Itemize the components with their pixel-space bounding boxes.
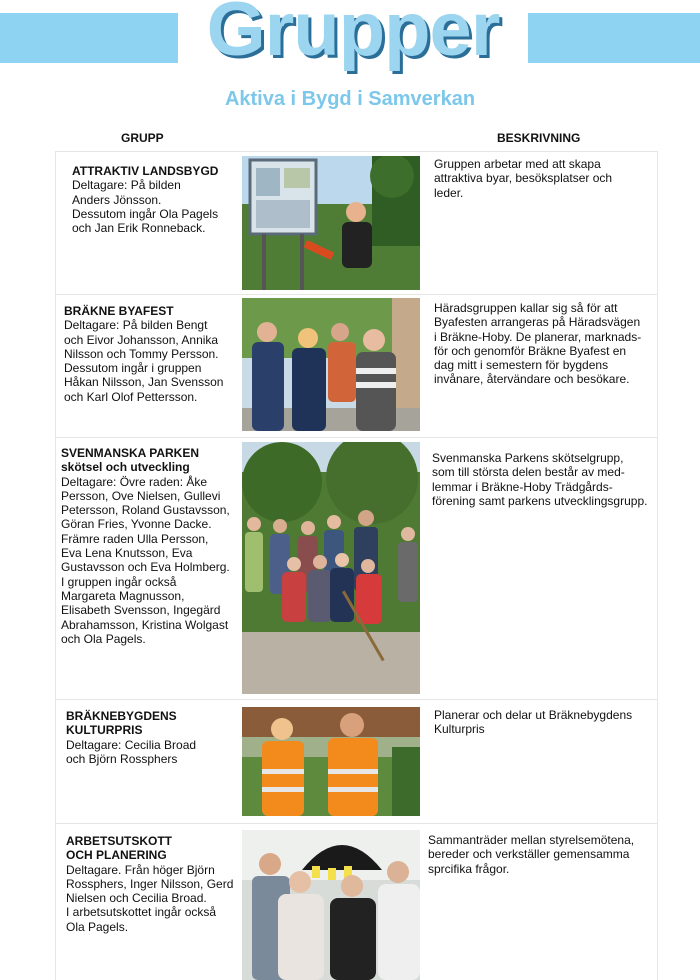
group-cell-bräkne-byafest: [64, 304, 239, 404]
group-name: BRÄKNEBYGDENS KULTURPRIS: [66, 709, 177, 738]
row-divider: [55, 823, 657, 824]
group-cell-arbetsutskott: [66, 834, 242, 934]
group-cell-attraktiv-landsbygd: [72, 164, 242, 235]
row-divider: [55, 151, 657, 152]
group-members: Deltagare: På bilden Bengt och Eivor Johansson, Annika Nilsson och Tommy Persson. Dessutom ingår i gruppen Håkan Nilsson, Jan Svensson och Karl Olof Pettersson.: [64, 318, 224, 404]
group-members: Deltagare: Övre raden: Åke Persson, Ove Nielsen, Gullevi Petersson, Roland Gustavsson, Göran Fries, Yvonne Dacke. Främre raden Ulla Persson, Eva Lena Knutsson, Eva Gustavsson och Eva Holmberg. I gruppen ingår också Margareta Magnusson, Elisabeth Svensson, Ingegärd Abrahamsson, Kristina Wolgast och Ola Pagels.: [61, 474, 230, 646]
group-members: Deltagare: På bilden Anders Jönsson. Dessutom ingår Ola Pagels och Jan Erik Ronneback.: [72, 178, 219, 236]
page-subtitle: Aktiva i Bygd i Samverkan: [224, 88, 476, 110]
group-members: Deltagare: Cecilia Broad och Björn Rossphers: [66, 737, 197, 766]
page-title: Grupper: [206, 0, 500, 72]
group-members: Deltagare. Från höger Björn Rossphers, Inger Nilsson, Gerd Nielsen och Cecilia Broad. I arbetsutskottet ingår också Ola Pagels.: [66, 862, 234, 934]
row-divider: [55, 699, 657, 700]
group-subtitle: skötsel och utveckling: [61, 460, 190, 475]
description-arbetsutskott: Sammanträder mellan styrelsemötena, bereder och verkställer gemensamma sprcifika frågor.: [428, 833, 635, 876]
photo-arbetsutskott: [242, 830, 420, 980]
group-name: BRÄKNE BYAFEST: [64, 304, 174, 318]
table-right-border: [657, 151, 658, 980]
row-divider: [55, 437, 657, 438]
column-header-description: BESKRIVNING: [497, 131, 581, 145]
photo-attraktiv-landsbygd: [242, 156, 420, 290]
column-header-group: GRUPP: [121, 131, 164, 145]
description-bräkne-byafest: Häradsgruppen kallar sig så för att Byafesten arrangeras på Häradsvägen i Bräkne-Hoby. De planerar, marknads- för och genomför Bräkne Byafest en dag mitt i semestern för bygdens invånare, återvändare och besökare.: [434, 301, 642, 387]
photo-svenmanska-parken: [242, 442, 420, 694]
group-name: ATTRAKTIV LANDSBYGD: [72, 164, 219, 178]
description-svenmanska-parken: Svenmanska Parkens skötselgrupp, som till största delen består av med- lemmar i Bräkne-Hoby Trädgårds- förening samt parkens utvecklingsgrupp.: [432, 451, 648, 508]
description-attraktiv-landsbygd: Gruppen arbetar med att skapa attraktiva byar, besöksplatser och leder.: [434, 157, 613, 200]
group-name: SVENMANSKA PARKEN: [61, 446, 200, 460]
photo-kulturpris: [242, 707, 420, 816]
header-band-right: [528, 13, 700, 63]
photo-bräkne-byafest: [242, 298, 420, 431]
row-divider: [55, 294, 657, 295]
description-kulturpris: Planerar och delar ut Bräknebygdens Kulturpris: [434, 708, 633, 737]
group-cell-svenmanska-parken: [61, 446, 241, 646]
table-left-border: [55, 151, 56, 980]
group-name: ARBETSUTSKOTT OCH PLANERING: [66, 834, 172, 863]
header-band-left: [0, 13, 178, 63]
group-cell-kulturpris: [66, 709, 242, 766]
